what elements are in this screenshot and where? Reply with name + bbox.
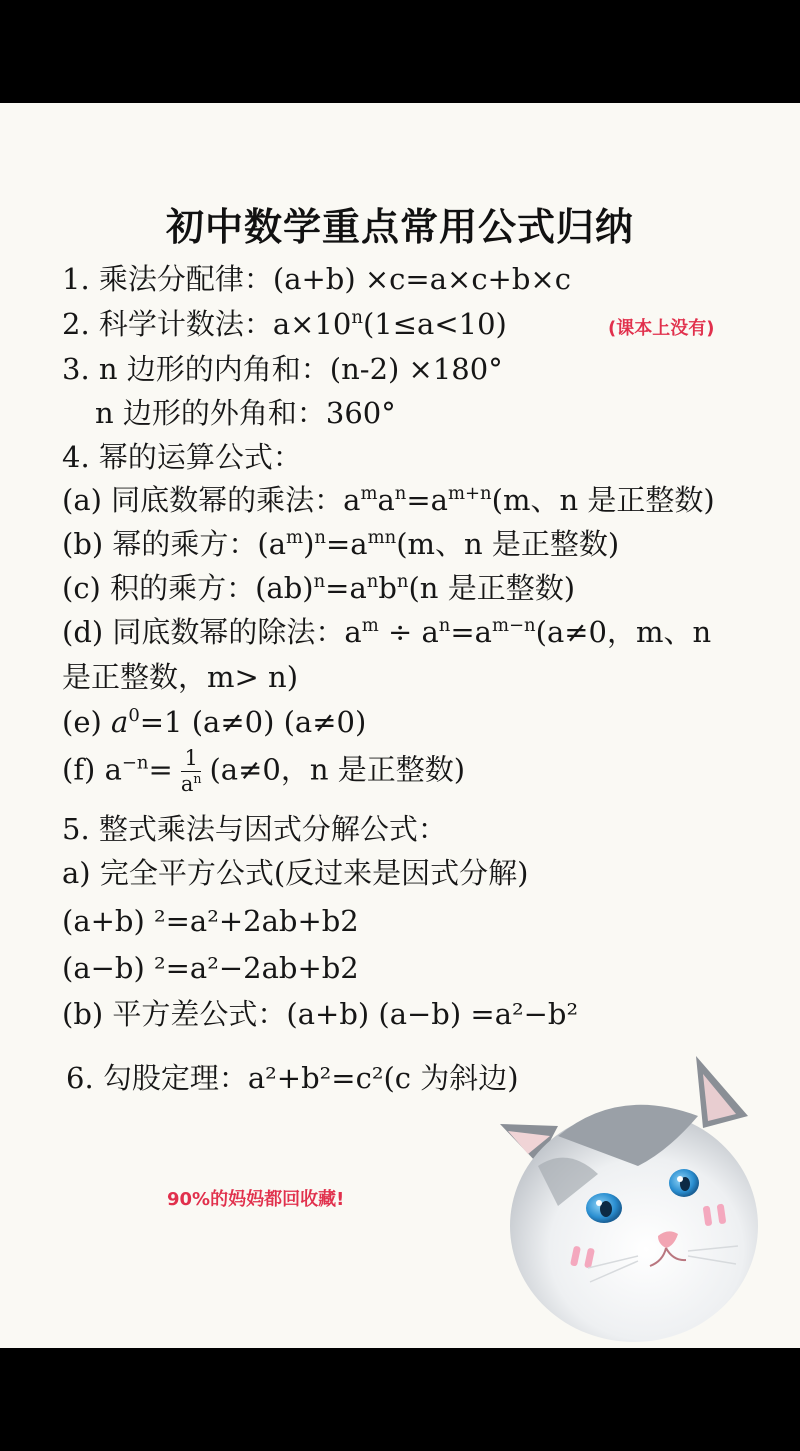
- formula-line-1: 1. 乘法分配律：(a+b) ×c=a×c+b×c: [62, 262, 571, 296]
- formula-line-4d: [62, 614, 712, 649]
- formula-text: (m、n 是正整数): [396, 527, 620, 561]
- formula-line-4c: [62, 570, 576, 605]
- formula-text: =a: [406, 483, 448, 517]
- formula-line-5b: (a+b) ²=a²+2ab+b2: [62, 904, 359, 938]
- page-title: 初中数学重点常用公式归纳: [165, 205, 634, 249]
- formula-line-4a: [62, 482, 715, 517]
- exponent: n: [438, 614, 451, 636]
- formula-text: b: [378, 571, 397, 605]
- exponent: n: [314, 526, 326, 548]
- formula-text: (m、n 是正整数): [491, 483, 715, 517]
- formula-text: (n 是正整数): [408, 571, 576, 605]
- fraction: [181, 748, 202, 795]
- exponent: 0: [128, 704, 140, 726]
- exponent: n: [396, 570, 409, 592]
- exponent: m−n: [491, 614, 536, 636]
- formula-line-4d-cont: 是正整数，m> n): [62, 660, 299, 694]
- exponent: m: [361, 614, 379, 636]
- exponent: n: [366, 570, 379, 592]
- formula-text: ): [303, 527, 315, 561]
- formula-line-5: 5. 整式乘法与因式分解公式：: [62, 812, 447, 846]
- formula-text: (e): [62, 705, 112, 739]
- formula-text: (a) 同底数幂的乘法：a: [62, 483, 361, 517]
- exponent: n: [193, 771, 202, 787]
- formula-line-6: 6. 勾股定理：a²+b²=c²(c 为斜边): [66, 1061, 519, 1095]
- formula-text: (a≠0，m、n: [535, 615, 712, 649]
- fraction-numerator: 1: [181, 748, 202, 772]
- formula-line-4f: [62, 748, 465, 795]
- formula-text: (1≤a<10): [362, 307, 507, 341]
- formula-text: =1 (a≠0) (a≠0): [139, 705, 367, 739]
- formula-text: (b) 幂的乘方：(a: [62, 527, 287, 561]
- formula-text: ÷ a: [378, 615, 439, 649]
- exponent: n: [394, 482, 407, 504]
- exponent: n: [351, 306, 363, 328]
- formula-line-4b: [62, 526, 620, 561]
- formula-sheet: [0, 103, 800, 1348]
- formula-text: =a: [325, 527, 368, 561]
- formula-text: =a: [450, 615, 492, 649]
- formula-line-4: 4. 幂的运算公式：: [62, 440, 302, 474]
- formula-text: =a: [325, 571, 367, 605]
- formula-text: (a≠0，n 是正整数): [209, 752, 466, 787]
- exponent: −n: [121, 752, 149, 774]
- formula-line-3: 3. n 边形的内角和：(n-2) ×180°: [62, 352, 503, 386]
- formula-text: 2. 科学计数法：a×10: [62, 307, 352, 341]
- exponent: m: [286, 526, 304, 548]
- formula-line-5a: a) 完全平方公式(反过来是因式分解): [62, 856, 529, 890]
- formula-text: a: [377, 483, 395, 517]
- formula-text: =: [148, 752, 173, 787]
- exponent: n: [313, 570, 326, 592]
- formula-line-5d: (b) 平方差公式：(a+b) (a−b) =a²−b²: [62, 997, 579, 1031]
- exponent: m: [360, 482, 378, 504]
- exponent: mn: [367, 526, 397, 548]
- formula-line-3b: n 边形的外角和：360°: [95, 396, 396, 430]
- promo-text: 90%的妈妈都回收藏!: [167, 1189, 345, 1210]
- formula-text: a: [111, 705, 129, 739]
- note-badge: (课本上没有): [608, 318, 715, 339]
- formula-line-4e: [62, 704, 367, 739]
- formula-text: (d) 同底数幂的除法：a: [62, 615, 362, 649]
- formula-text: (f) a: [62, 752, 122, 787]
- exponent: m+n: [447, 482, 492, 504]
- formula-line-5c: (a−b) ²=a²−2ab+b2: [62, 951, 359, 985]
- formula-text: a: [180, 772, 194, 796]
- formula-text: (c) 积的乘方：(ab): [62, 571, 314, 605]
- formula-line-2: [62, 306, 507, 341]
- fraction-denominator: [181, 772, 202, 795]
- cat-photo: [498, 1056, 762, 1346]
